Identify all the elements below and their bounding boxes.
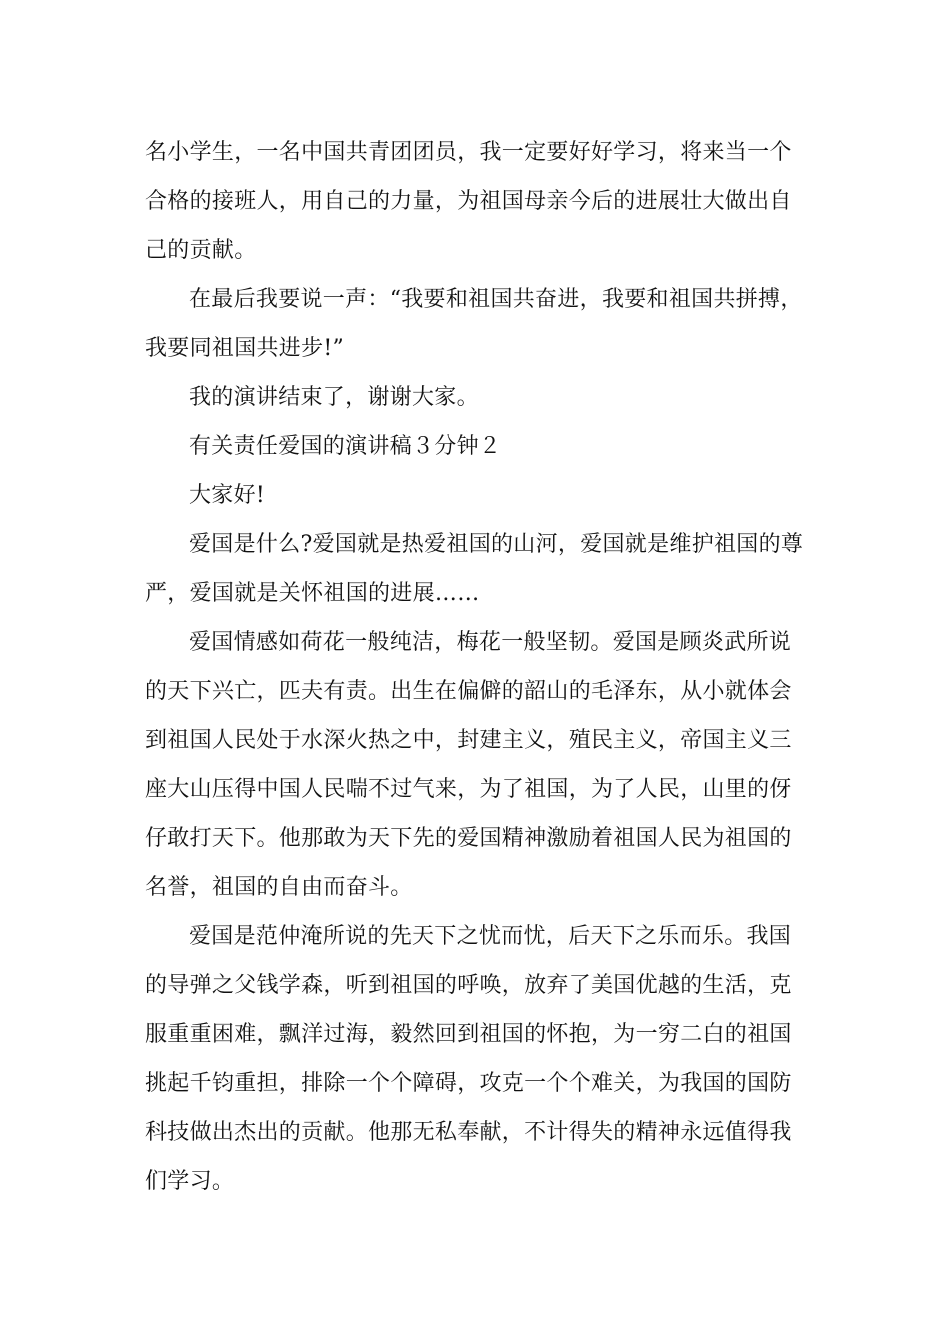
text-line: 在最后我要说一声：“我要和祖国共奋进，我要和祖国共拼搏， [189,287,803,312]
text-line: 的天下兴亡，匹夫有责。出生在偏僻的韶山的毛泽东，从小就体会 [145,679,792,704]
text-line: 名誉，祖国的自由而奋斗。 [145,875,413,900]
text-line: 座大山压得中国人民喘不过气来，为了祖国，为了人民，山里的伢 [145,777,792,802]
text-line: 科技做出杰出的贡献。他那无私奉献，不计得失的精神永远值得我 [145,1120,792,1145]
text-line: 己的贡献。 [145,238,257,263]
text-line: 爱国是范仲淹所说的先天下之忧而忧，后天下之乐而乐。我国 [189,924,792,949]
text-line: 我要同祖国共进步!” [145,336,345,361]
paragraph [145,912,831,1206]
document-body [145,128,831,1206]
text-line: 大家好! [189,483,266,508]
paragraph [145,618,831,912]
text-line: 挑起千钧重担，排除一个个障碍，攻克一个个难关，为我国的国防 [145,1071,792,1096]
text-line: 严，爱国就是关怀祖国的进展…… [145,581,480,606]
text-line: 爱国情感如荷花一般纯洁，梅花一般坚韧。爱国是顾炎武所说 [189,630,792,655]
text-line: 有关责任爱国的演讲稿３分钟２ [189,434,502,459]
text-line: 合格的接班人，用自己的力量，为祖国母亲今后的进展壮大做出自 [145,189,792,214]
paragraph [145,373,831,422]
section-title [145,422,831,471]
greeting [145,471,831,520]
text-line: 服重重困难，飘洋过海，毅然回到祖国的怀抱，为一穷二白的祖国 [145,1022,792,1047]
paragraph [145,275,831,373]
text-line: 到祖国人民处于水深火热之中，封建主义，殖民主义，帝国主义三 [145,728,792,753]
text-line: 的导弹之父钱学森，听到祖国的呼唤，放弃了美国优越的生活，克 [145,973,792,998]
text-line: 名小学生，一名中国共青团团员，我一定要好好学习，将来当一个 [145,140,792,165]
text-line: 爱国是什么?爱国就是热爱祖国的山河，爱国就是维护祖国的尊 [189,532,804,557]
text-line: 们学习。 [145,1169,235,1194]
text-line: 仔敢打天下。他那敢为天下先的爱国精神激励着祖国人民为祖国的 [145,826,792,851]
text-line: 我的演讲结束了，谢谢大家。 [189,385,479,410]
paragraph [145,520,831,618]
paragraph [145,128,831,275]
